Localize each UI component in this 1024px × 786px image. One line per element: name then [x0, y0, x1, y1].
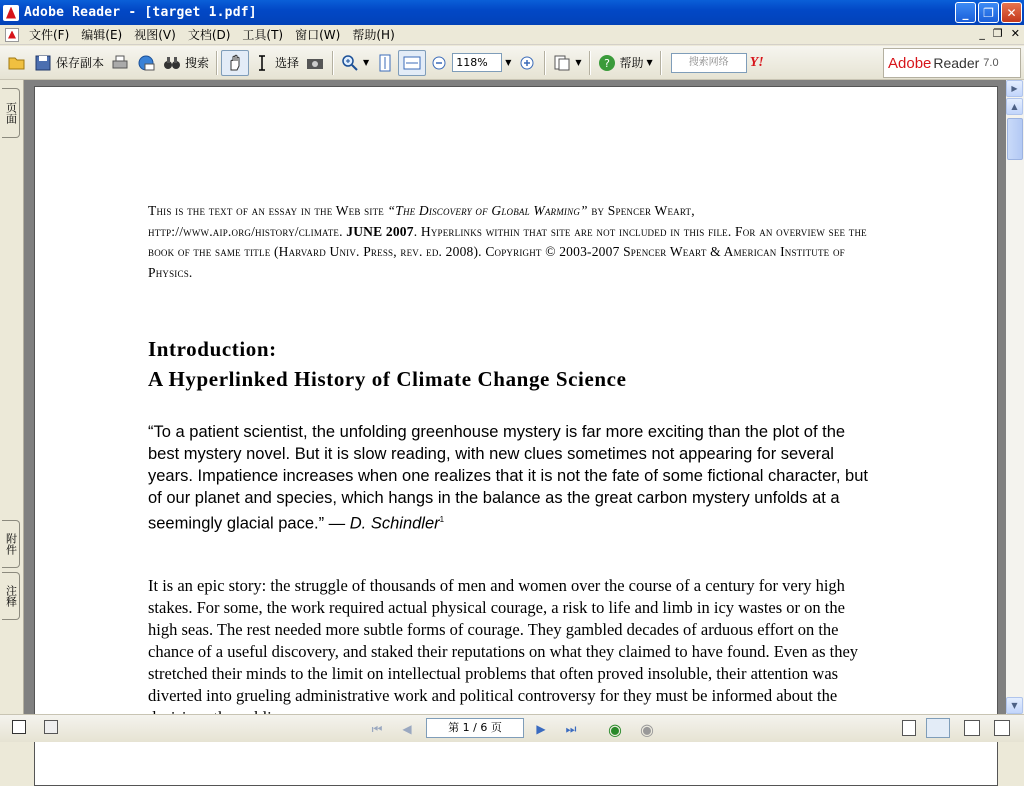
adobe-reader-logo: [883, 48, 1021, 78]
yahoo-button[interactable]: [747, 50, 767, 76]
zoom-level-dropdown-icon[interactable]: ▼: [505, 58, 512, 67]
header-date: JUNE 2007: [346, 223, 414, 239]
header-site-title: “The Discovery of Global Warming”: [387, 203, 588, 218]
heading-title: A Hyperlinked History of Climate Change Science: [148, 367, 627, 391]
logo-version: 7.0: [983, 57, 999, 69]
next-view-icon[interactable]: ◉: [640, 719, 654, 739]
fit-width-button[interactable]: [398, 50, 426, 76]
snapshot-button[interactable]: [302, 50, 328, 76]
tab-pages[interactable]: 页面: [2, 88, 20, 138]
scroll-thumb[interactable]: [1007, 118, 1023, 160]
document-size-icon[interactable]: [44, 720, 58, 734]
help-label: 帮助: [619, 56, 644, 70]
save-copy-button[interactable]: [30, 50, 107, 76]
page-number-input[interactable]: 第 1 / 6 页: [426, 718, 524, 738]
help-dropdown-icon[interactable]: ▼: [646, 58, 653, 67]
zoom-in-tool-button[interactable]: [337, 50, 372, 76]
previous-view-icon[interactable]: ◉: [608, 719, 622, 739]
select-tool-button[interactable]: [249, 50, 302, 76]
menu-document[interactable]: 文档(D): [187, 27, 231, 42]
menu-help[interactable]: 帮助(H): [352, 27, 395, 42]
toolbar-separator: [216, 51, 217, 75]
svg-text:?: ?: [603, 56, 610, 70]
binoculars-icon: [162, 53, 182, 73]
maximize-button[interactable]: ❐: [978, 2, 999, 23]
quote-author: D. Schindler: [349, 514, 440, 533]
doc-minimize-button[interactable]: _: [979, 27, 985, 40]
save-copy-label: 保存副本: [56, 56, 105, 70]
text-cursor-icon: [252, 53, 272, 73]
menu-window[interactable]: 窗口(W): [295, 27, 341, 42]
zoom-dropdown-arrow-icon[interactable]: ▼: [363, 58, 370, 67]
globe-mail-icon: [136, 53, 156, 73]
menu-edit[interactable]: 编辑(E): [81, 27, 123, 42]
adobe-reader-app-icon: [3, 5, 19, 21]
help-icon: [597, 53, 617, 73]
toolbar-separator: [589, 51, 590, 75]
footnote-marker[interactable]: 1: [439, 515, 445, 524]
header-text-2: by Spencer Weart, http://www.aip.org/history/climate.: [148, 203, 695, 239]
navigation-panel-tabs: [0, 80, 24, 714]
menu-bar: [0, 25, 1024, 45]
epigraph-quote: [148, 421, 868, 535]
camera-icon: [305, 53, 325, 73]
menu-tools[interactable]: 工具(T): [242, 27, 284, 42]
search-web-input[interactable]: 搜索网络: [671, 53, 747, 73]
document-icon[interactable]: [5, 28, 19, 42]
toolbar-separator: [660, 51, 661, 75]
hand-icon: [225, 53, 245, 73]
help-button[interactable]: [594, 50, 656, 76]
actual-size-button[interactable]: [372, 50, 398, 76]
header-text-1: This is the text of an essay in the Web site: [148, 203, 388, 218]
plus-circle-icon: [517, 53, 537, 73]
continuous-page-icon[interactable]: [926, 718, 950, 738]
title-bar: [0, 0, 1024, 25]
scroll-up-arrow-icon[interactable]: ▲: [1006, 98, 1023, 115]
heading-introduction: Introduction:: [148, 337, 277, 361]
toolbar-separator: [332, 51, 333, 75]
minimize-button[interactable]: _: [955, 2, 976, 23]
previous-page-icon[interactable]: ◀: [402, 722, 412, 736]
tab-attachments[interactable]: 附件: [2, 520, 20, 568]
pdf-page: [34, 86, 998, 786]
facing-pages-icon[interactable]: [964, 720, 980, 736]
toolbar-separator: [544, 51, 545, 75]
hand-tool-button[interactable]: [221, 50, 249, 76]
open-button[interactable]: [4, 50, 30, 76]
print-button[interactable]: [107, 50, 133, 76]
fit-width-icon: [402, 53, 422, 73]
yahoo-logo-icon: Y!: [749, 54, 764, 70]
menu-file[interactable]: 文件(F): [29, 27, 70, 42]
menu-view[interactable]: 视图(V): [134, 27, 176, 42]
email-button[interactable]: [133, 50, 159, 76]
scroll-right-arrow-icon[interactable]: ▶: [1006, 80, 1023, 97]
status-bar: [0, 714, 1024, 742]
first-page-icon[interactable]: ⏮: [371, 721, 383, 736]
document-header: [148, 201, 878, 283]
zoom-out-button[interactable]: [426, 50, 452, 76]
minus-circle-icon: [429, 53, 449, 73]
scroll-down-arrow-icon[interactable]: ▼: [1006, 697, 1023, 714]
search-label: 搜索: [185, 56, 210, 70]
continuous-facing-icon[interactable]: [994, 720, 1010, 736]
printer-icon: [110, 53, 130, 73]
document-viewport[interactable]: [24, 80, 1006, 714]
fit-height-icon: [375, 53, 395, 73]
logo-brand: Adobe: [888, 54, 932, 72]
search-button[interactable]: [159, 50, 212, 76]
doc-restore-button[interactable]: ❐: [992, 27, 1003, 40]
magnifier-plus-icon: [340, 53, 360, 73]
quote-text: “To a patient scientist, the unfolding greenhouse mystery is far more exciting than the plot of the best mystery novel. But it is slow reading, with new clues sometimes not appearing for several years. Impatience increases when one realizes that it is not the fate of some fictional character, but of our planet and species, which hangs in the balance as the great carbon mystery unfolds at a seemingly glacial pace.” —: [148, 423, 868, 533]
last-page-icon[interactable]: ⏭: [565, 721, 577, 736]
single-page-icon[interactable]: [902, 720, 916, 736]
header-text-3: . Hyperlinks within that site are not included in this file. For an overview see the book of the same title (Harvard Univ. Press, rev. ed. 2008). Copyright © 2003-2007 Spencer Weart & American Institute of Physics.: [148, 223, 867, 280]
vertical-scrollbar[interactable]: [1006, 80, 1024, 714]
zoom-in-button[interactable]: [514, 50, 540, 76]
save-disk-icon: [33, 53, 53, 73]
pages-rotate-icon: [552, 53, 572, 73]
tab-comments[interactable]: 注释: [2, 572, 20, 620]
doc-close-button[interactable]: ✕: [1010, 27, 1020, 40]
rotate-view-button[interactable]: [549, 50, 584, 76]
next-page-icon[interactable]: ▶: [536, 722, 546, 736]
toolbar: [0, 46, 1024, 80]
body-paragraph: It is an epic story: the struggle of thousands of men and women over the course of a century for very high stakes. For some, the work required actual physical courage, a risk to life and limb in icy wastes or on the high seas. The rest needed more subtle forms of courage. They gambled decades of arduous effort on the chance of a useful discovery, and staked their reputations on what they claimed to have found. Even as they stretched their minds to the limit on intellectual problems that often proved insoluble, their attention was diverted into grueling administrative work and political controversy for they must be informed about the: [148, 576, 859, 705]
folder-open-icon: [7, 53, 27, 73]
zoom-level-input[interactable]: 118%: [452, 53, 502, 72]
monitor-icon[interactable]: [12, 720, 26, 734]
rotate-dropdown-icon[interactable]: ▼: [575, 58, 582, 67]
window-title: Adobe Reader - [target 1.pdf]: [24, 5, 257, 20]
logo-product: Reader: [933, 55, 980, 71]
select-label: 选择: [275, 56, 300, 70]
close-button[interactable]: ✕: [1001, 2, 1022, 23]
